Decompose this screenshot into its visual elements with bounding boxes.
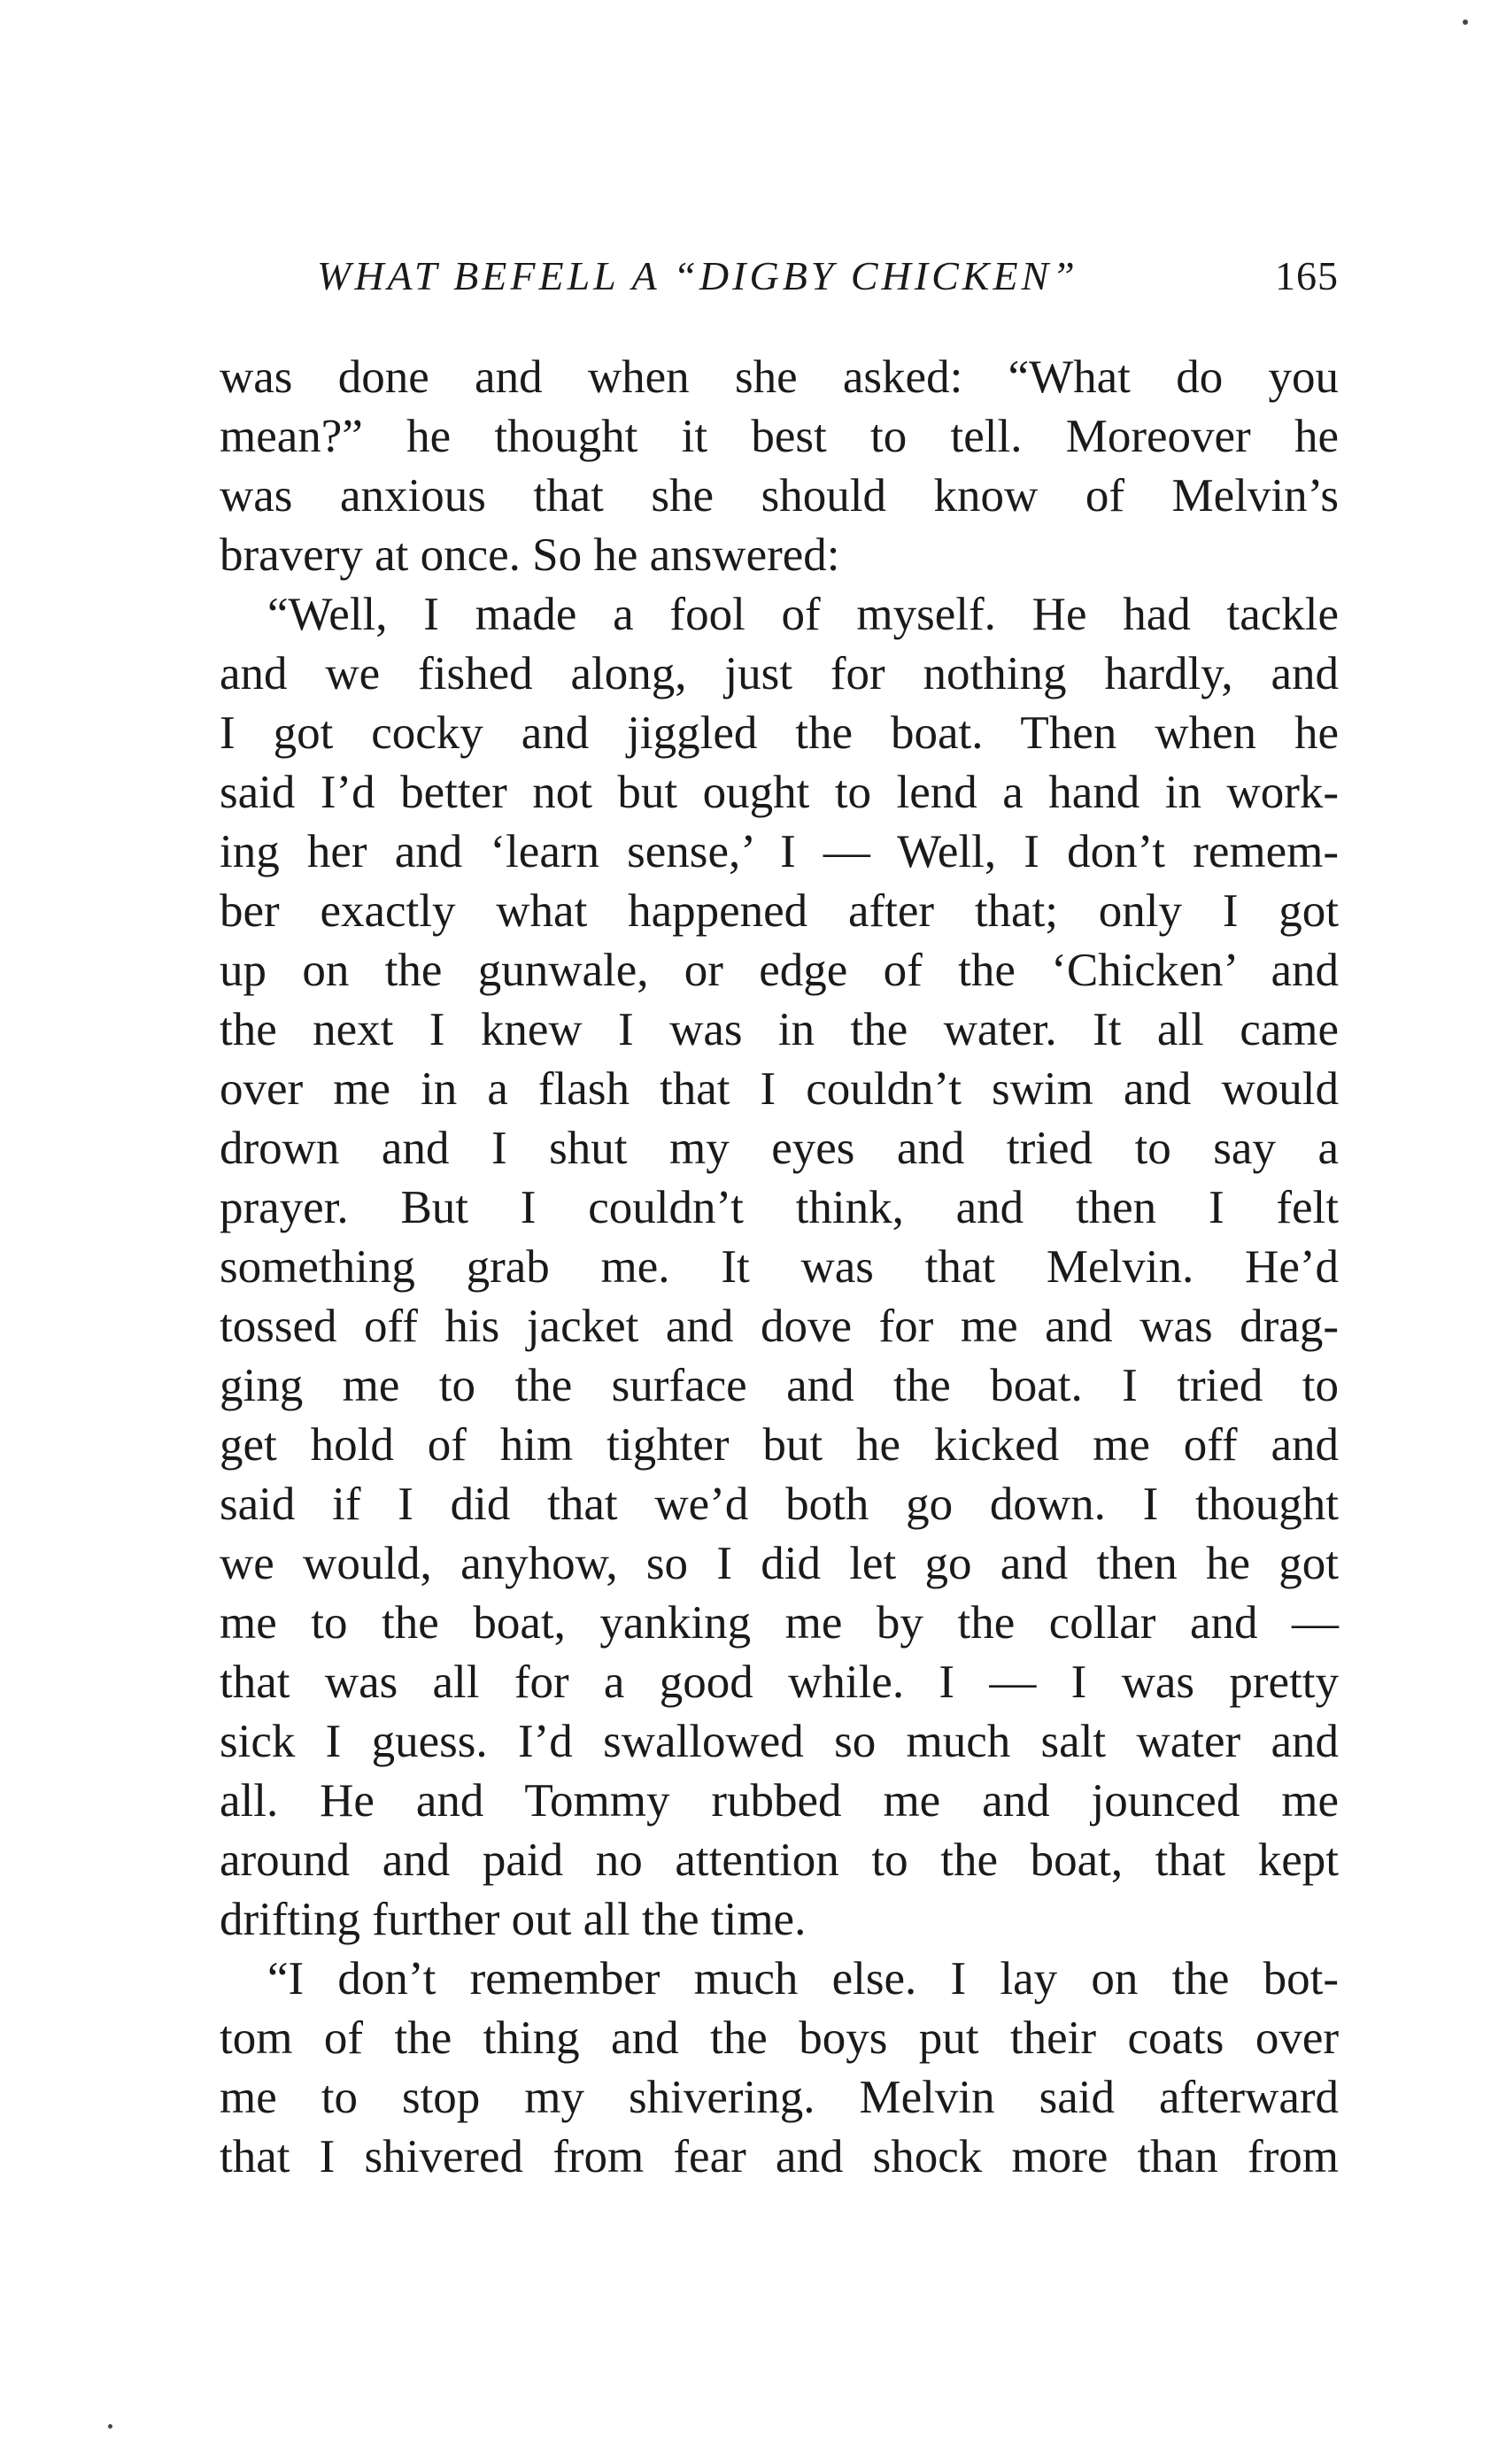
text-line: “I don’t remember much else. I lay on the bot- (267, 1953, 1339, 2004)
text-line: get hold of him tighter but he kicked me off and (220, 1419, 1339, 1471)
text-line: ber exactly what happened after that; only I got (220, 885, 1339, 937)
text-line: ing her and ‘learn sense,’ I — Well, I don’t remem- (220, 826, 1339, 877)
text-line: tossed off his jacket and dove for me and was drag- (220, 1301, 1339, 1352)
text-line: that I shivered from fear and shock more than from (220, 2131, 1339, 2182)
text-line: prayer. But I couldn’t think, and then I felt (220, 1182, 1339, 1233)
text-line: “Well, I made a fool of myself. He had tackle (267, 589, 1339, 640)
text-line: around and paid no attention to the boat, that kept (220, 1834, 1339, 1886)
print-speck (1463, 19, 1468, 25)
running-head-title: WHAT BEFELL A “DIGBY CHICKEN” (317, 253, 1078, 298)
text-line: sick I guess. I’d swallowed so much salt water and (220, 1716, 1339, 1767)
text-line: said if I did that we’d both go down. I thought (220, 1479, 1339, 1530)
text-line: tom of the thing and the boys put their coats over (220, 2012, 1339, 2064)
text-line: was anxious that she should know of Melvin’s (220, 470, 1339, 521)
text-line: bravery at once. So he answered: (220, 529, 840, 581)
text-line: said I’d better not but ought to lend a hand in work- (220, 767, 1339, 818)
page-number: 165 (1275, 253, 1339, 298)
text-line: drifting further out all the time. (220, 1894, 807, 1945)
text-line: drown and I shut my eyes and tried to say a (220, 1123, 1339, 1174)
text-line: that was all for a good while. I — I was pretty (220, 1657, 1339, 1708)
text-line: mean?” he thought it best to tell. Moreover he (220, 411, 1339, 462)
body-text (220, 348, 1339, 2187)
text-line: was done and when she asked: “What do you (220, 351, 1339, 403)
text-line: I got cocky and jiggled the boat. Then when he (220, 707, 1339, 759)
print-speck (108, 2424, 112, 2429)
text-line: all. He and Tommy rubbed me and jounced me (220, 1775, 1339, 1827)
text-line: ging me to the surface and the boat. I tried to (220, 1360, 1339, 1411)
running-head (220, 250, 1339, 303)
text-line: me to the boat, yanking me by the collar and — (220, 1597, 1339, 1649)
text-line: and we fished along, just for nothing hardly, and (220, 648, 1339, 699)
text-line: the next I knew I was in the water. It all came (220, 1004, 1339, 1055)
text-line: me to stop my shivering. Melvin said afterward (220, 2072, 1339, 2123)
text-line: over me in a flash that I couldn’t swim and would (220, 1063, 1339, 1115)
text-line: up on the gunwale, or edge of the ‘Chicken’ and (220, 945, 1339, 996)
text-line: we would, anyhow, so I did let go and then he got (220, 1538, 1339, 1589)
text-line: something grab me. It was that Melvin. He’d (220, 1241, 1339, 1293)
